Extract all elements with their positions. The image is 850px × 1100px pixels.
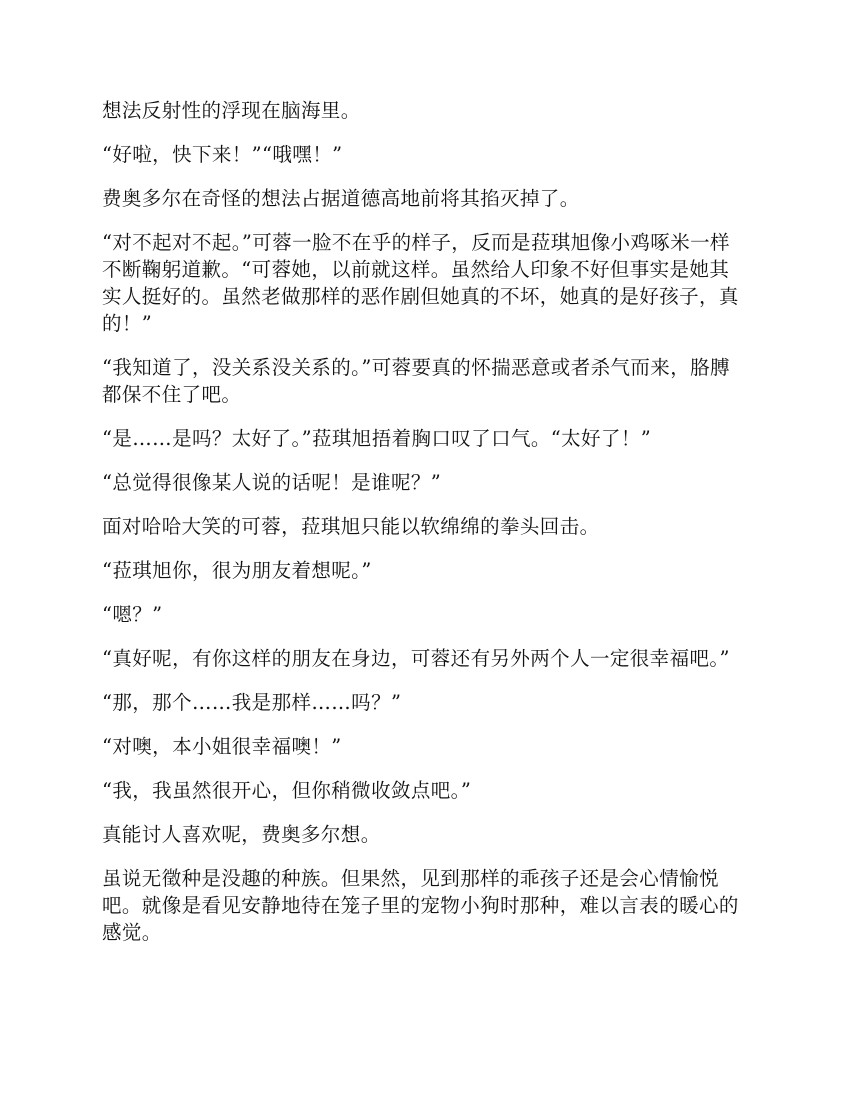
paragraph: “菈琪旭你，很为朋友着想呢。” [102,559,372,582]
paragraph: “对噢，本小姐很幸福噢！” [102,735,342,758]
paragraph: “真好呢，有你这样的朋友在身边，可蓉还有另外两个人一定很幸福吧。” [102,647,730,670]
document-body [102,97,748,963]
paragraph: “我知道了，没关系没关系的。”可蓉要真的怀揣恶意或者杀气而来，胳膊都保不住了吧。 [102,356,730,406]
paragraph: “那，那个……我是那样……吗？” [102,691,402,714]
paragraph: 真能讨人喜欢呢，费奥多尔想。 [102,823,381,846]
paragraph: “好啦，快下来！”“哦嘿！” [102,143,343,166]
paragraph: “嗯？” [102,603,163,626]
paragraph: 想法反射性的浮现在脑海里。 [102,99,361,122]
paragraph: “对不起对不起。”可蓉一脸不在乎的样子，反而是菈琪旭像小鸡啄米一样不断鞠躬道歉。“可蓉她，以前就这样。虽然给人印象不好但事实是她其实人挺好的。虽然老做那样的恶作剧但她真的不坏，她真的是好孩子，真的！” [102,231,739,335]
paragraph: “是……是吗？太好了。”菈琪旭捂着胸口叹了口气。“太好了！” [102,427,652,450]
paragraph: “总觉得很像某人说的话呢！是谁呢？” [102,471,442,494]
paragraph: 面对哈哈大笑的可蓉，菈琪旭只能以软绵绵的拳头回击。 [102,515,600,538]
paragraph: 费奥多尔在奇怪的想法占据道德高地前将其掐灭掉了。 [102,187,580,210]
paragraph: 虽说无徵种是没趣的种族。但果然，见到那样的乖孩子还是会心情愉悦吧。就像是看见安静地待在笼子里的宠物小狗时那种，难以言表的暖心的感觉。 [102,867,739,944]
paragraph: “我，我虽然很开心，但你稍微收敛点吧。” [102,779,472,802]
